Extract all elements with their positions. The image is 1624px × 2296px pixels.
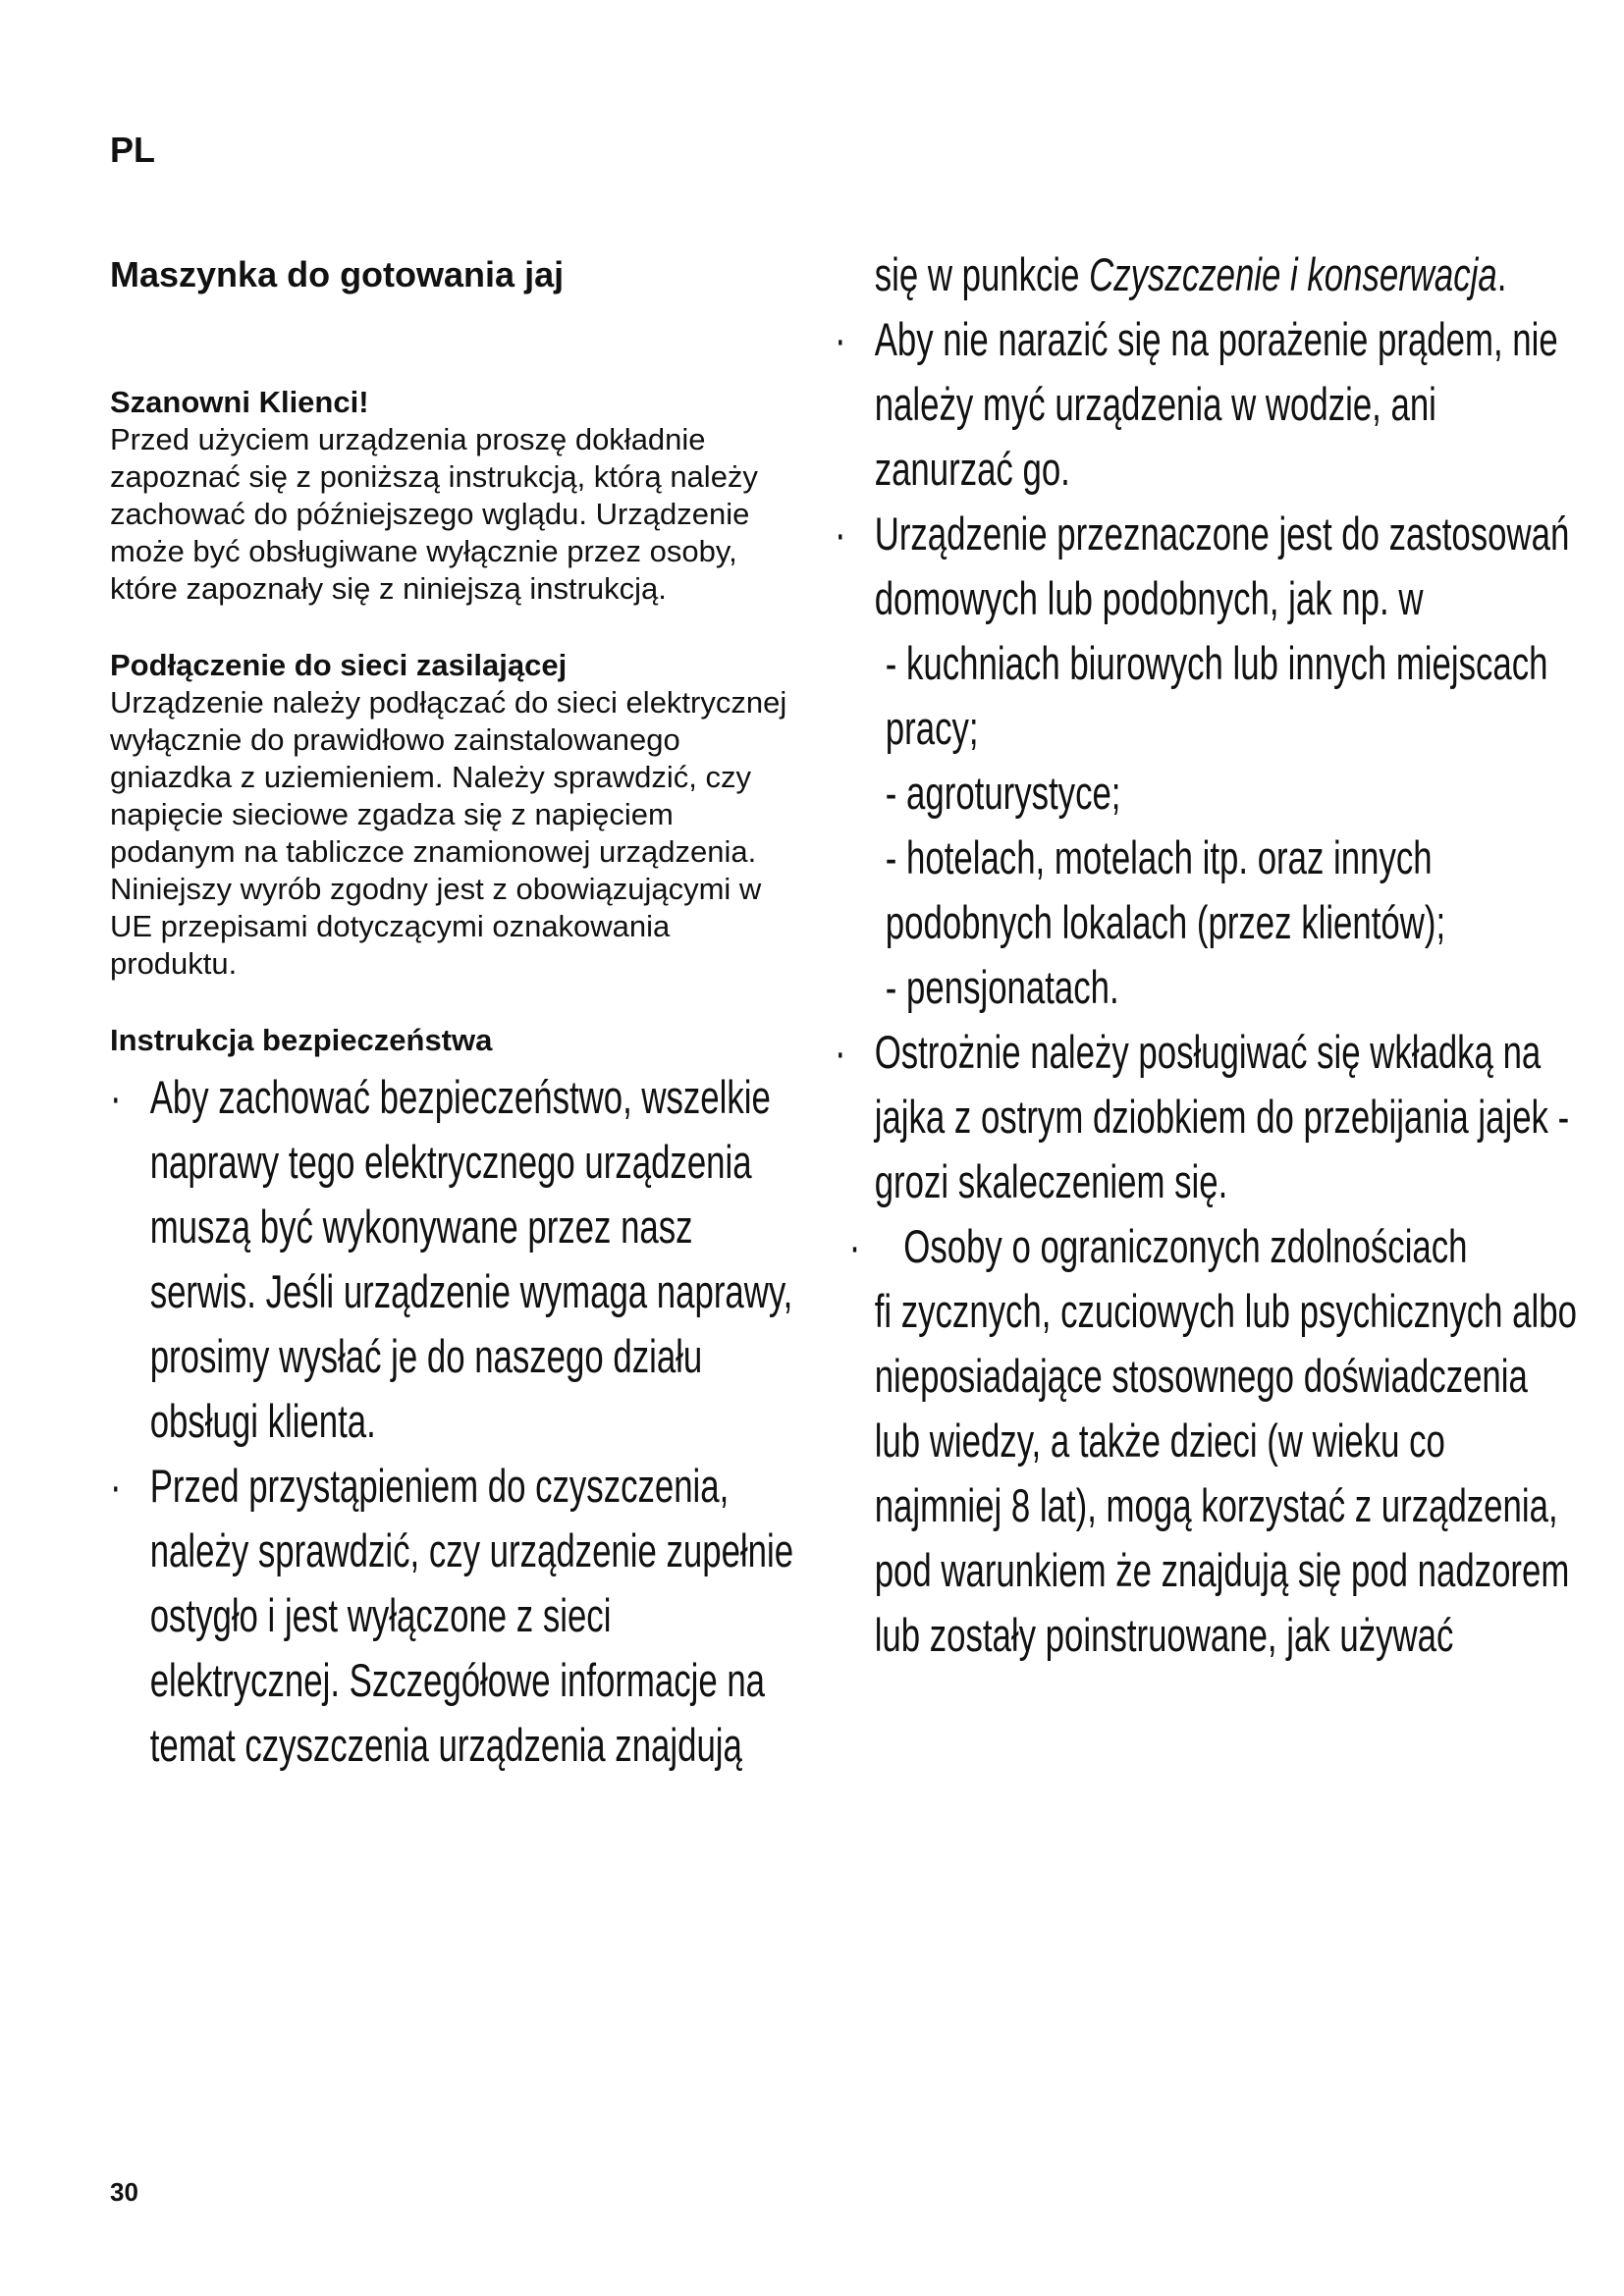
bullet-egg-piercer — [835, 1020, 1580, 1214]
safety-bullet-cleaning-text: Przed przystąpieniem do czyszczenia, należy sprawdzić, czy urządzenie zupełnie ostygło i jest wyłączone z sieci elektrycznej. Szczegółowe informacje na temat czyszczenia urządzenia znajdują — [149, 1460, 794, 1771]
sub-item-agritourism: - agroturystyce; — [885, 767, 1121, 819]
bullet-household-use-text: Urządzenie przeznaczone jest do zastosowań domowych lub podobnych, jak np. w — [874, 507, 1570, 624]
safety-bullet-repairs-text: Aby zachować bezpieczeństwo, wszelkie naprawy tego elektrycznego urządzenia muszą być wykonywane przez nasz serwis. Jeśli urządzenie wymaga naprawy, prosimy wysłać je do naszego działu obsługi klienta. — [149, 1071, 793, 1447]
page-number: 30 — [110, 2177, 138, 2207]
bullet-limited-abilities — [835, 1214, 1580, 1668]
bullet-electric-shock-text: Aby nie narazić się na porażenie prądem, nie należy myć urządzenia w wodzie, ani zanurzać go. — [874, 313, 1558, 495]
right-column — [835, 250, 1581, 1668]
sub-item-office-kitchens: - kuchniach biurowych lub innych miejscach pracy; — [885, 637, 1548, 754]
bullet-limited-abilities-first-line: Osoby o ograniczonych zdolnościach — [903, 1220, 1468, 1272]
sub-item-guesthouses: - pensjonatach. — [885, 961, 1119, 1013]
greeting-heading: Szanowni Klienci! — [110, 385, 369, 419]
right-column-text — [835, 242, 1580, 1668]
cleaning-section-reference: Czyszczenie i konserwacja — [1089, 248, 1497, 300]
power-connection-paragraph: Urządzenie należy podłączać do sieci elektrycznej wyłącznie do prawidłowo zainstalowanego gniazdka z uziemieniem. Należy sprawdzić, czy napięcie sieciowe zgadza się z napięciem podanym na tabliczce znamionowej urządzenia. Niniejszy wyrób zgodny jest z obowiązującymi w UE przepisami dotyczącymi oznakowania produktu. — [110, 685, 787, 981]
continuation-text: się w punkcie — [874, 248, 1090, 300]
document-title: Maszynka do gotowania jaj — [110, 254, 565, 294]
safety-heading: Instrukcja bezpieczeństwa — [110, 1023, 493, 1057]
continuation-paragraph — [835, 242, 1580, 307]
bullet-household-use — [835, 502, 1580, 631]
safety-list — [110, 1065, 796, 1778]
left-column — [110, 250, 797, 1778]
bullet-dot: · — [110, 1460, 122, 1512]
power-connection-heading: Podłączenie do sieci zasilającej — [110, 648, 568, 682]
bullet-limited-abilities-text: fi zycznych, czuciowych lub psychicznych albo nieposiadające stosownego doświadczenia lub wiedzy, a także dzieci (w wieku co najmniej 8 lat), mogą korzystać z urządzenia, pod warunkiem że znajdują się pod nadzorem lub zostały poinstruowane, jak używać — [874, 1285, 1577, 1661]
bullet-dot: · — [110, 1071, 122, 1123]
bullet-dot: · — [848, 1220, 861, 1272]
safety-bullet-repairs — [110, 1065, 796, 1454]
bullet-electric-shock — [835, 307, 1580, 502]
bullet-dot: · — [835, 313, 846, 365]
safety-bullet-cleaning — [110, 1454, 796, 1778]
bullet-dot: · — [835, 1026, 846, 1078]
language-code: PL — [110, 130, 156, 170]
continuation-end: . — [1496, 248, 1507, 300]
bullet-egg-piercer-text: Ostrożnie należy posługiwać się wkładką na jajka z ostrym dziobkiem do przebijania jajek - grozi skaleczeniem się. — [874, 1026, 1570, 1207]
sub-item-hotels: - hotelach, motelach itp. oraz innych podobnych lokalach (przez klientów); — [885, 831, 1446, 948]
bullet-dot: · — [835, 507, 846, 560]
intro-paragraph: Przed użyciem urządzenia proszę dokładnie zapoznać się z poniższą instrukcją, którą należy zachować do późniejszego wglądu. Urządzenie może być obsługiwane wyłącznie przez osoby, które zapoznały się z niniejszą instrukcją. — [110, 422, 758, 606]
